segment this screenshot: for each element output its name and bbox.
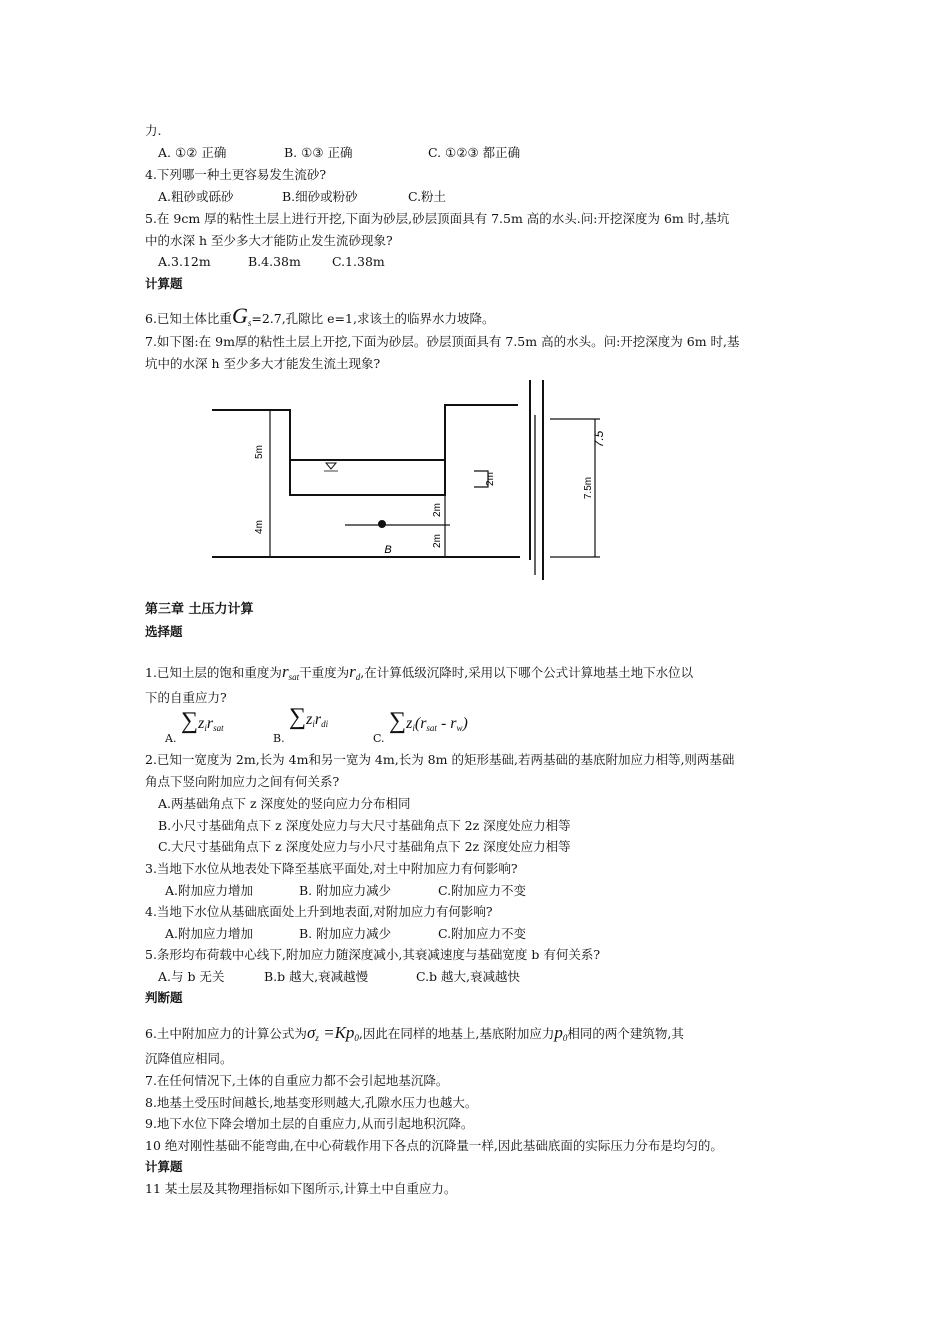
handwritten-note: 7.5 xyxy=(592,430,606,448)
formula-a: $\sum z_ir_{sat}$ xyxy=(181,708,224,734)
q3-2-option-a: A.两基础角点下 z 深度处的竖向应力分布相同 xyxy=(158,796,411,811)
option-b: B. xyxy=(273,732,285,745)
q3-1-cont: 下的自重应力? xyxy=(145,690,227,705)
label-B: B xyxy=(384,544,392,556)
option-b: B. 附加应力减少 xyxy=(298,926,392,941)
q3-5: 5.条形均布荷载中心线下,附加应力随深度减小,其衰减速度与基础宽度 b 有何关系? xyxy=(145,947,601,962)
option-c: C.附加应力不变 xyxy=(437,883,527,898)
q3-2-option-c: C.大尺寸基础角点下 z 深度处应力与小尺寸基础角点下 2z 深度处应力相等 xyxy=(158,839,571,854)
label-7.5m: 7.5m xyxy=(583,476,594,500)
gs-subscript: s xyxy=(247,318,252,328)
p0-symbol: $p_0$ xyxy=(554,1023,568,1043)
q3-6-text: 6.土中附加应力的计算公式为 xyxy=(145,1026,307,1041)
section-heading-calc-2: 计算题 xyxy=(145,1159,183,1174)
option-b: B.b 越大,衰减越慢 xyxy=(263,969,369,984)
option-c: C. xyxy=(373,732,385,745)
q3-6-text-mid: ,因此在同样的地基上,基底附加应力 xyxy=(358,1026,555,1041)
question-5: 5.在 9cm 厚的粘性土层上进行开挖,下面为砂层,砂层顶面具有 7.5m 高的水头.问:开挖深度为 6m 时,基坑 xyxy=(145,211,730,226)
option-c: C. ①②③ 都正确 xyxy=(427,145,521,160)
option-c: C.b 越大,衰减越快 xyxy=(415,969,521,984)
q3-6-cont: 沉降值应相同。 xyxy=(145,1051,233,1066)
label-5m: 5m xyxy=(254,445,265,459)
section-heading-calc: 计算题 xyxy=(145,276,183,291)
label-2m-upper: 2m xyxy=(485,472,496,486)
q3-4: 4.当地下水位从基础底面处上升到地表面,对附加应力有何影响? xyxy=(145,904,493,919)
q3-8: 8.地基土受压时间越长,地基变形则越大,孔隙水压力也越大。 xyxy=(145,1095,478,1110)
q3-9: 9.地下水位下降会增加土层的自重应力,从而引起地积沉降。 xyxy=(145,1116,474,1131)
section-heading-judge: 判断题 xyxy=(145,990,183,1005)
q3-11: 11 某土层及其物理指标如下图所示,计算土中自重应力。 xyxy=(145,1181,457,1196)
question-6-text-end: =2.7,孔隙比 e=1,求该土的临界水力坡降。 xyxy=(251,311,495,326)
q3-1 xyxy=(145,660,693,684)
q3-2: 2.已知一宽度为 2m,长为 4m和另一宽为 4m,长为 8m 的矩形基础,若两基础的基底附加应力相等,则两基础 xyxy=(145,752,735,767)
q3-6-text-end: 相同的两个建筑物,其 xyxy=(567,1026,684,1041)
option-b: B.4.38m xyxy=(247,254,301,269)
question-5-cont: 中的水深 h 至少多大才能防止发生流砂现象? xyxy=(145,233,393,248)
r-sat-symbol: $r_{sat}$ xyxy=(281,662,300,682)
option-a: A.附加应力增加 xyxy=(165,883,254,898)
option-a: A.粗砂或砾砂 xyxy=(158,189,234,204)
q3-1-text: 1.已知土层的饱和重度为 xyxy=(145,665,282,680)
option-a: A.3.12m xyxy=(158,254,211,269)
formula-sigma: $\sigma_z =Kp_0$ xyxy=(306,1023,359,1043)
question-7: 7.如下图:在 9m厚的粘性土层上开挖,下面为砂层。砂层顶面具有 7.5m 高的水头。问:开挖深度为 6m 时,基 xyxy=(145,334,740,349)
options-row xyxy=(158,144,520,162)
question-7-cont: 坑中的水深 h 至少多大才能发生流土现象? xyxy=(145,356,381,371)
options-row xyxy=(158,968,520,986)
point-marker xyxy=(378,520,386,528)
q3-3: 3.当地下水位从地表处下降至基底平面处,对土中附加应力有何影响? xyxy=(145,861,518,876)
options-row xyxy=(165,925,526,943)
option-a: A. ①② 正确 xyxy=(158,145,227,160)
text-line: 力. xyxy=(145,123,162,138)
option-c: C.附加应力不变 xyxy=(437,926,527,941)
option-a: A.与 b 无关 xyxy=(158,969,225,984)
q3-1-text-end: ,在计算低级沉降时,采用以下哪个公式计算地基土地下水位以 xyxy=(360,665,694,680)
q3-1-text-mid: 干重度为 xyxy=(299,665,350,680)
gs-symbol: G xyxy=(231,303,248,328)
section-heading-select: 选择题 xyxy=(145,624,183,639)
question-4: 4.下列哪一种土更容易发生流砂? xyxy=(145,167,327,182)
formula-c: $\sum z_i(r_{sat} - r_w)$ xyxy=(389,708,468,734)
options-row xyxy=(158,253,385,271)
option-c: C.1.38m xyxy=(331,254,385,269)
options-row xyxy=(165,882,526,900)
q3-7: 7.在任何情况下,土体的自重应力都不会引起地基沉降。 xyxy=(145,1073,449,1088)
options-row xyxy=(158,188,446,206)
option-a: A. xyxy=(165,732,177,745)
q3-2-cont: 角点下竖向附加应力之间有何关系? xyxy=(145,774,340,789)
option-a: A.附加应力增加 xyxy=(165,926,254,941)
option-c: C.粉土 xyxy=(407,189,447,204)
formula-b: $\sum z_ir_{di}$ xyxy=(289,704,329,730)
q3-10: 10 绝对刚性基础不能弯曲,在中心荷载作用下各点的沉降量一样,因此基础底面的实际压力分布是均匀的。 xyxy=(145,1138,723,1153)
option-b: B. 附加应力减少 xyxy=(298,883,392,898)
option-b: B. ①③ 正确 xyxy=(283,145,353,160)
chapter-heading: 第三章 土压力计算 xyxy=(145,602,254,617)
q3-2-option-b: B.小尺寸基础角点下 z 深度处应力与大尺寸基础角点下 2z 深度处应力相等 xyxy=(158,818,571,833)
label-2m-mid: 2m xyxy=(432,503,443,517)
q3-6 xyxy=(145,1020,684,1046)
water-level-marker xyxy=(326,463,336,469)
question-6-text: 6.已知土体比重 xyxy=(145,311,232,326)
option-b: B.细砂或粉砂 xyxy=(281,189,358,204)
excavation-figure xyxy=(140,375,640,580)
label-2m-lower: 2m xyxy=(432,534,443,548)
r-d-symbol: $r_d$ xyxy=(349,662,361,682)
question-6 xyxy=(145,304,494,328)
label-4m: 4m xyxy=(254,520,265,534)
